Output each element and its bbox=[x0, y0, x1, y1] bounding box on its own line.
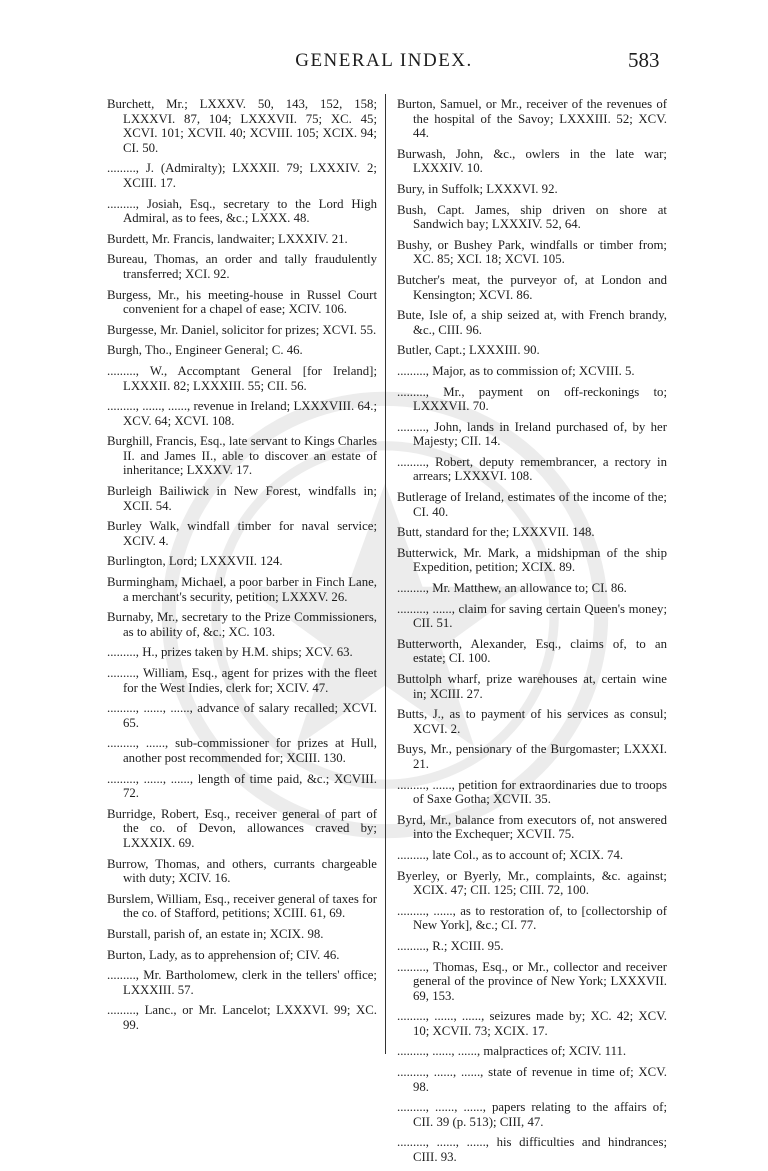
page-title: GENERAL INDEX. bbox=[295, 50, 473, 71]
index-entry: Buys, Mr., pensionary of the Burgomaster; LXXXI. 21. bbox=[397, 742, 667, 771]
index-entry: ........., Major, as to commission of; XCVIII. 5. bbox=[397, 363, 635, 378]
index-entry: ........., ......, ......, his difficulties and hindrances; CIII. 93. bbox=[397, 1135, 667, 1165]
index-entry: ........., ......, ......, length of time paid, &c.; XCVIII. 72. bbox=[107, 771, 377, 801]
index-entry: ........., ......, petition for extraordinaries due to troops of Saxe Gotha; XCVII. 35. bbox=[397, 777, 667, 807]
index-entry: Burghill, Francis, Esq., late servant to Kings Charles II. and James II., able to discover an estate of inheritance; LXXXV. 17. bbox=[107, 434, 377, 478]
index-entry: ........., ......, ......, papers relating to the affairs of; CII. 39 (p. 513); CIII, 47. bbox=[397, 1100, 667, 1129]
index-entry: Burdett, Mr. Francis, landwaiter; LXXXIV. 21. bbox=[107, 231, 348, 246]
index-entry: Burchett, Mr.; LXXXV. 50, 143, 152, 158; LXXXVI. 87, 104; LXXXVII. 75; XC. 45; XCVI. 101; XCVII. 40; XCVIII. 105; XCIX. 94; CI. 50. bbox=[107, 97, 377, 155]
index-entry: Butts, J., as to payment of his services as consul; XCVI. 2. bbox=[397, 707, 667, 736]
index-entry: Burleigh Bailiwick in New Forest, windfalls in; XCII. 54. bbox=[107, 484, 377, 513]
index-entry: Bureau, Thomas, an order and tally fraudulently transferred; XCI. 92. bbox=[107, 252, 377, 281]
index-entry: Butterworth, Alexander, Esq., claims of, to an estate; CI. 100. bbox=[397, 636, 667, 666]
index-entry: Bute, Isle of, a ship seized at, with French brandy, &c., CIII. 96. bbox=[397, 308, 667, 337]
right-column bbox=[397, 97, 667, 1171]
index-entry: ........., ......, sub-commissioner for prizes at Hull, another post recommended for; XCIII. 130. bbox=[107, 736, 377, 765]
index-entry: ........., John, lands in Ireland purchased of, by her Majesty; CII. 14. bbox=[397, 419, 667, 449]
index-entry: Bush, Capt. James, ship driven on shore at Sandwich bay; LXXXIV. 52, 64. bbox=[397, 202, 667, 232]
index-entry: ........., ......, ......, revenue in Ireland; LXXXVIII. 64.; XCV. 64; XCVI. 108. bbox=[107, 399, 377, 428]
left-column bbox=[107, 97, 377, 1038]
index-entry: Bury, in Suffolk; LXXXVI. 92. bbox=[397, 181, 558, 196]
index-entry: Burton, Lady, as to apprehension of; CIV. 46. bbox=[107, 947, 340, 962]
index-entry: ........., R.; XCIII. 95. bbox=[397, 938, 504, 953]
index-entry: ........., Mr. Bartholomew, clerk in the tellers' office; LXXXIII. 57. bbox=[107, 968, 377, 997]
index-entry: Burslem, William, Esq., receiver general of taxes for the co. of Stafford, petitions; XCIII. 61, 69. bbox=[107, 891, 377, 921]
index-entry: ........., Lanc., or Mr. Lancelot; LXXXVI. 99; XC. 99. bbox=[107, 1003, 377, 1032]
index-entry: ........., ......, ......, advance of salary recalled; XCVI. 65. bbox=[107, 701, 377, 730]
index-entry: ........., ......, ......, state of revenue in time of; XCV. 98. bbox=[397, 1065, 667, 1094]
index-entry: ........., W., Accomptant General [for Ireland]; LXXXII. 82; LXXXIII. 55; CII. 56. bbox=[107, 363, 377, 393]
index-entry: ........., late Col., as to account of; XCIX. 74. bbox=[397, 847, 624, 862]
index-entry: ........., ......, ......, malpractices of; XCIV. 111. bbox=[397, 1044, 627, 1059]
page-number: 583 bbox=[628, 48, 660, 72]
index-entry: ........., H., prizes taken by H.M. ships; XCV. 63. bbox=[107, 645, 353, 660]
index-entry: Buttolph wharf, prize warehouses at, certain wine in; XCIII. 27. bbox=[397, 672, 667, 701]
index-entry: Butler, Capt.; LXXXIII. 90. bbox=[397, 343, 540, 358]
index-entry: Burgesse, Mr. Daniel, solicitor for prizes; XCVI. 55. bbox=[107, 322, 377, 337]
index-entry: Burgess, Mr., his meeting-house in Russel Court convenient for a chapel of ease; XCIV. 106. bbox=[107, 287, 377, 317]
index-entry: Butcher's meat, the purveyor of, at London and Kensington; XCVI. 86. bbox=[397, 272, 667, 302]
index-entry: Butt, standard for the; LXXXVII. 148. bbox=[397, 525, 595, 540]
index-entry: Bushy, or Bushey Park, windfalls or timber from; XC. 85; XCI. 18; XCVI. 105. bbox=[397, 237, 667, 267]
index-entry: Burrow, Thomas, and others, currants chargeable with duty; XCIV. 16. bbox=[107, 856, 377, 886]
index-entry: Butlerage of Ireland, estimates of the income of the; CI. 40. bbox=[397, 490, 667, 519]
index-entry: ........., Mr. Matthew, an allowance to; CI. 86. bbox=[397, 581, 627, 596]
index-entry: ........., Thomas, Esq., or Mr., collector and receiver general of the province of New York; LXXXVII. 69, 153. bbox=[397, 959, 667, 1003]
index-entry: ........., ......, as to restoration of, to [collectorship of New York], &c.; CI. 77. bbox=[397, 903, 667, 933]
column-divider bbox=[385, 94, 386, 1054]
index-entry: ........., William, Esq., agent for prizes with the fleet for the West Indies, clerk for; XCIV. 47. bbox=[107, 666, 377, 695]
index-entry: Byrd, Mr., balance from executors of, not answered into the Exchequer; XCVII. 75. bbox=[397, 812, 667, 842]
index-entry: ........., Robert, deputy remembrancer, a rectory in arrears; LXXXVI. 108. bbox=[397, 454, 667, 484]
index-entry: Burridge, Robert, Esq., receiver general of part of the co. of Devon, allowances craved by; LXXXIX. 69. bbox=[107, 806, 377, 850]
index-entry: Burlington, Lord; LXXXVII. 124. bbox=[107, 554, 283, 569]
index-entry: Burley Walk, windfall timber for naval service; XCIV. 4. bbox=[107, 519, 377, 548]
index-entry: Byerley, or Byerly, Mr., complaints, &c. against; XCIX. 47; CII. 125; CIII. 72, 100. bbox=[397, 868, 667, 898]
index-entry: Burwash, John, &c., owlers in the late war; LXXXIV. 10. bbox=[397, 146, 667, 176]
index-entry: Burmingham, Michael, a poor barber in Finch Lane, a merchant's security, petition; LXXXV. 26. bbox=[107, 575, 377, 604]
index-entry: ........., J. (Admiralty); LXXXII. 79; LXXXIV. 2; XCIII. 17. bbox=[107, 161, 377, 190]
index-entry: Butterwick, Mr. Mark, a midshipman of the ship Expedition, petition; XCIX. 89. bbox=[397, 545, 667, 575]
index-entry: ........., ......, claim for saving certain Queen's money; CII. 51. bbox=[397, 601, 667, 631]
index-entry: ........., ......, ......, seizures made by; XC. 42; XCV. 10; XCVII. 73; XCIX. 17. bbox=[397, 1009, 667, 1038]
index-entry: ........., Mr., payment on off-reckonings to; LXXXVII. 70. bbox=[397, 384, 667, 414]
index-entry: Burnaby, Mr., secretary to the Prize Commissioners, as to ability of, &c.; XC. 103. bbox=[107, 610, 377, 639]
index-entry: Burgh, Tho., Engineer General; C. 46. bbox=[107, 343, 303, 358]
index-entry: ........., Josiah, Esq., secretary to the Lord High Admiral, as to fees, &c.; LXXX. 48. bbox=[107, 196, 377, 226]
index-entry: Burton, Samuel, or Mr., receiver of the revenues of the hospital of the Savoy; LXXXIII. 52; XCV. 44. bbox=[397, 97, 667, 141]
index-entry: Burstall, parish of, an estate in; XCIX. 98. bbox=[107, 926, 324, 941]
